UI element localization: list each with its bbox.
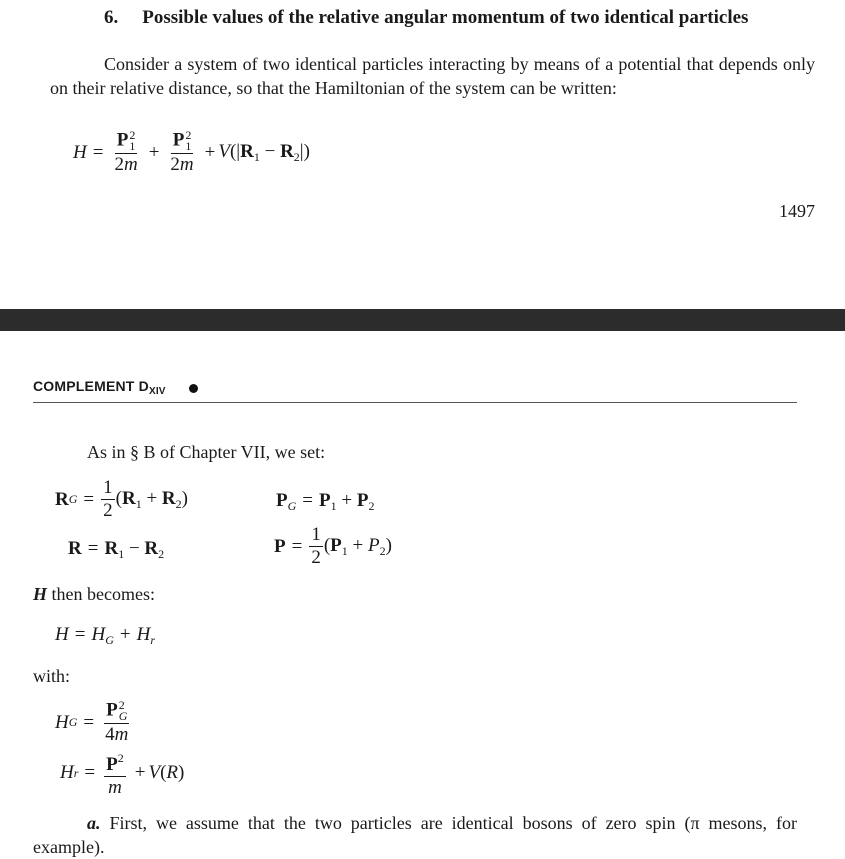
running-header: COMPLEMENT $D_{XIV}$ [33,378,166,397]
eq-center-of-mass-position: R G = $\frac{1}{2}$ $(R_1 + R_2)$ [55,477,188,521]
header-rule [33,402,797,403]
section-title: Possible values of the relative angular momentum of two identical particles [142,7,749,28]
eq-relative-hamiltonian: H r = $\frac{P^2}{m}$ + V(R) [60,748,184,798]
eq-center-of-mass-hamiltonian: H G = P 2 G 4m [55,698,129,745]
previous-page [0,0,845,309]
eq-relative-position: $R = R_1 - R_2$ [68,538,165,561]
paragraph-a: a. First, we assume that the two particles are identical bosons of zero spin (π mesons, for example). [33,813,798,857]
page-divider [0,309,845,331]
hamiltonian-equation: H = P 2 1 2m + P 2 1 2m + $V(|R_1 - R_2|)$ [73,128,310,175]
eq-hamiltonian-split: $H = H_G + H_r$ [55,624,155,647]
intro-paragraph: Consider a system of two identical particles interacting by means of a potential that depends only on their relative distance, so that the Hamiltonian of the system can be written: [50,54,815,98]
then-becomes-line: H then becomes: [33,584,155,604]
page-number: 1497 [779,201,815,221]
section-number: 6. [104,7,119,28]
eq-relative-momentum: P = $\frac{1}{2}$ $(P_1 + P_2)$ [274,524,392,568]
bullet-icon [189,384,198,393]
with-line: with: [33,666,71,686]
section-heading [50,6,815,29]
eq-total-momentum: $P_G = P_1 + P_2$ [276,490,375,513]
setup-line: As in § B of Chapter VII, we set: [87,442,326,462]
